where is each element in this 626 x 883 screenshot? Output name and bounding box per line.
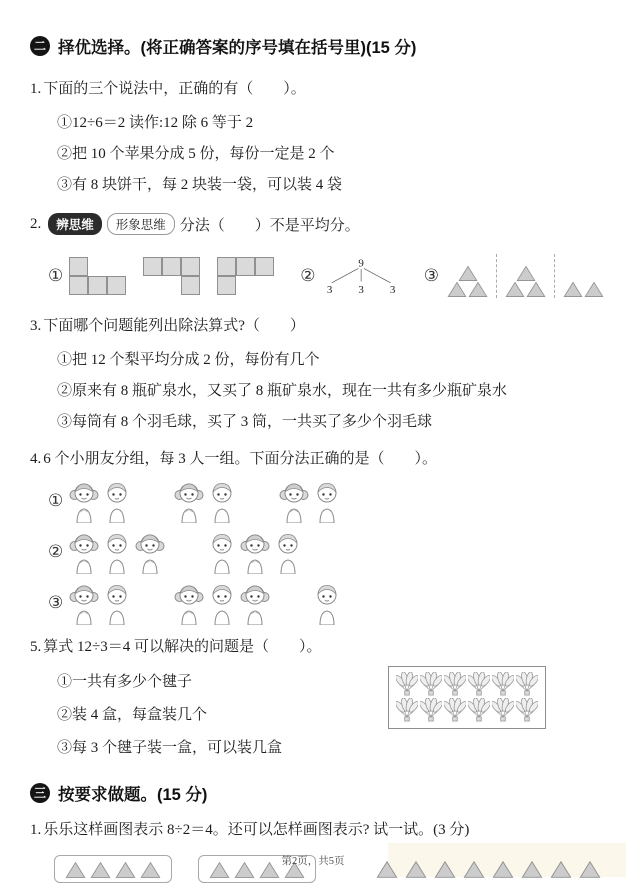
figure-label: ②	[48, 542, 64, 562]
grid-shape	[217, 257, 274, 295]
question-2-figures	[48, 245, 604, 307]
question-4	[30, 448, 604, 470]
boy-icon	[102, 530, 132, 574]
shuttle-icon	[444, 672, 466, 697]
grid-cell	[255, 257, 274, 276]
image-thinking-badge: 形象思维	[107, 213, 175, 235]
girl-icon	[69, 479, 99, 523]
shuttle-icon	[468, 698, 490, 723]
boy-icon	[273, 530, 303, 574]
girl-icon	[174, 479, 204, 523]
question-stem: 分法（ ）不是平均分。	[179, 217, 360, 234]
children-group	[69, 581, 132, 625]
girl-icon	[174, 581, 204, 625]
svg-text:9: 9	[357, 257, 364, 270]
shuttlecock-box-figure	[388, 666, 546, 729]
option: ①一共有多少个毽子	[57, 674, 193, 691]
question-3	[30, 315, 604, 337]
grid-cell	[107, 276, 126, 295]
grid-cell	[88, 276, 107, 295]
question-stem: 下面哪个问题能列出除法算式?（ ）	[43, 318, 305, 335]
question-number: 1.	[30, 81, 42, 97]
section-number-icon: 三	[30, 783, 50, 803]
shuttle-icon	[420, 672, 442, 697]
tri-icon	[584, 281, 604, 298]
shuttle-icon	[492, 698, 514, 723]
girl-icon	[240, 581, 270, 625]
grid-cell	[217, 276, 236, 295]
girl-icon	[279, 479, 309, 523]
question-3-options	[30, 345, 604, 438]
option: ③每 3 个毽子装一盒，可以装几盒	[57, 740, 283, 757]
shuttle-icon	[516, 698, 538, 723]
grid-shape	[69, 257, 126, 295]
children-row	[48, 527, 604, 577]
boy-icon	[207, 530, 237, 574]
option: ②把 10 个苹果分成 5 份，每份一定是 2 个	[57, 146, 335, 162]
question-1-options	[30, 108, 604, 201]
grid-cell	[217, 257, 236, 276]
shuttle-icon	[492, 672, 514, 697]
boy-icon	[312, 479, 342, 523]
grid-cell	[143, 257, 162, 276]
children-group	[312, 581, 342, 625]
children-row	[48, 578, 604, 628]
children-grouping-figure	[48, 476, 604, 628]
svg-text:3: 3	[326, 284, 332, 297]
option: ②装 4 盒，每盒装几个	[57, 707, 208, 724]
option: ①12÷6＝2 读作:12 除 6 等于 2	[57, 115, 254, 131]
question-1	[30, 78, 604, 100]
figure-label: ①	[48, 491, 64, 511]
shuttle-icon	[444, 698, 466, 723]
tri-icon	[516, 265, 536, 282]
question-5-options	[30, 666, 388, 765]
triangle-group	[447, 265, 488, 298]
shuttle-icon	[468, 672, 490, 697]
boy-icon	[102, 479, 132, 523]
boy-icon	[102, 581, 132, 625]
children-group	[279, 479, 342, 523]
question-stem: 算式 12÷3＝4 可以解决的问题是（ ）。	[43, 639, 322, 656]
shuttle-icon	[516, 672, 538, 697]
grid-cell	[181, 257, 200, 276]
option: ③每筒有 8 个羽毛球，买了 3 筒，一共买了多少个羽毛球	[57, 414, 433, 431]
section-title: 择优选择。(将正确答案的序号填在括号里)(15 分)	[58, 39, 417, 57]
grid-shape	[143, 257, 200, 295]
section-title: 按要求做题。(15 分)	[58, 786, 208, 805]
question-number: 3.	[30, 318, 42, 335]
tri-icon	[505, 281, 525, 298]
question-stem: 乐乐这样画图表示 8÷2＝4。还可以怎样画图表示? 试一试。(3 分)	[43, 822, 470, 839]
option: ①把 12 个梨平均分成 2 份，每份有几个	[57, 352, 320, 369]
shuttle-icon	[420, 698, 442, 723]
question-2	[30, 213, 604, 235]
grid-cell	[162, 257, 181, 276]
dashed-divider	[496, 254, 497, 298]
grid-cell	[181, 276, 200, 295]
girl-icon	[69, 530, 99, 574]
question-number: 4.	[30, 451, 42, 468]
question-number: 1.	[30, 822, 42, 839]
option: ②原来有 8 瓶矿泉水，又买了 8 瓶矿泉水，现在一共有多少瓶矿泉水	[57, 383, 508, 400]
children-row	[48, 476, 604, 526]
girl-icon	[135, 530, 165, 574]
question-5-body	[30, 658, 604, 765]
thinking-badge: 辨思维	[48, 213, 102, 235]
girl-icon	[240, 530, 270, 574]
grid-cell	[69, 276, 88, 295]
grid-cell	[236, 257, 255, 276]
figure-label: ①	[48, 266, 64, 286]
girl-icon	[69, 581, 99, 625]
triangle-group	[563, 281, 604, 298]
option: ③有 8 块饼干，每 2 块装一袋，可以装 4 袋	[57, 177, 343, 193]
tri-icon	[563, 281, 583, 298]
figure-label: ②	[300, 266, 316, 286]
children-group	[207, 530, 303, 574]
boy-icon	[312, 581, 342, 625]
question-5	[30, 636, 604, 658]
figure-label: ③	[48, 593, 64, 613]
question-number: 5.	[30, 639, 42, 656]
tri-icon	[526, 281, 546, 298]
svg-text:3: 3	[357, 284, 364, 297]
question-stem: 6 个小朋友分组，每 3 人一组。下面分法正确的是（ ）。	[43, 451, 438, 468]
triangle-group	[505, 265, 546, 298]
children-group	[69, 530, 165, 574]
question-number: 2.	[30, 215, 42, 232]
dashed-divider	[554, 254, 555, 298]
number-bond-diagram	[320, 248, 402, 304]
shuttle-icon	[396, 698, 418, 723]
section-choice-header	[30, 34, 604, 58]
section-tasks-header	[30, 781, 604, 805]
grid-cell	[69, 257, 88, 276]
question-stem: 下面的三个说法中，正确的有（ ）。	[43, 81, 306, 97]
task-question-1	[30, 819, 604, 841]
svg-text:3: 3	[389, 284, 395, 297]
shuttle-icon	[396, 672, 418, 697]
boy-icon	[207, 581, 237, 625]
triangle-groups-figure	[447, 254, 604, 298]
children-group	[69, 479, 132, 523]
tri-icon	[447, 281, 467, 298]
tri-icon	[458, 265, 478, 282]
boy-icon	[207, 479, 237, 523]
section-number-icon: 二	[30, 36, 50, 56]
figure-label: ③	[423, 266, 439, 286]
grid-shapes-figure	[69, 257, 274, 295]
page-footer: 第2页，共5页	[281, 856, 345, 867]
children-group	[174, 479, 237, 523]
children-group	[174, 581, 270, 625]
tri-icon	[468, 281, 488, 298]
